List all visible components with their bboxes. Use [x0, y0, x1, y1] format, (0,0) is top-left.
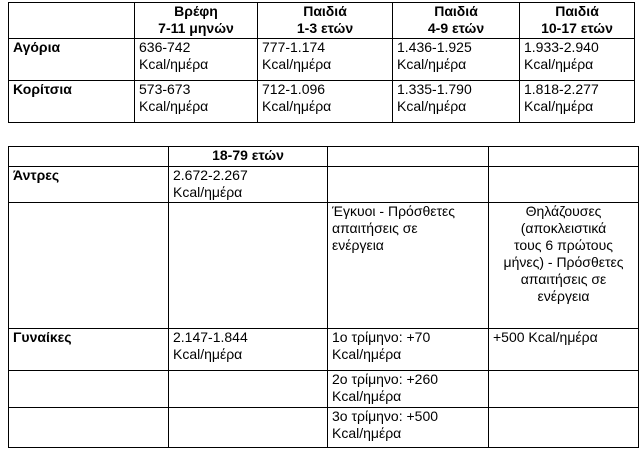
table-cell: 1.335-1.790 Kcal/ημέρα	[393, 81, 520, 123]
header-adults-18-79: 18-79 ετών	[169, 147, 328, 167]
table-cell	[328, 167, 489, 203]
women-energy-value: 2.147-1.844 Kcal/ημέρα	[169, 329, 328, 371]
table-cell: 712-1.096 Kcal/ημέρα	[258, 81, 393, 123]
row-label-women: Γυναίκες	[9, 329, 169, 371]
table-row	[9, 408, 639, 448]
men-energy-value: 2.672-2.267 Kcal/ημέρα	[169, 167, 328, 203]
table-cell	[489, 371, 639, 408]
header-infants: Βρέφη 7-11 μηνών	[135, 3, 258, 39]
energy-table-adults	[8, 146, 639, 448]
header-children-4-9: Παιδιά 4-9 ετών	[393, 3, 520, 39]
table-cell	[169, 408, 328, 448]
header-empty-cell	[328, 147, 489, 167]
table-cell: 1.818-2.277 Kcal/ημέρα	[520, 81, 635, 123]
table-cell	[489, 408, 639, 448]
row-label-boys: Αγόρια	[9, 39, 135, 81]
table-cell	[9, 371, 169, 408]
pregnant-header: Έγκυοι - Πρόσθετες απαιτήσεις σε ενέργεια	[328, 203, 489, 329]
lactating-header: Θηλάζουσες (αποκλειστικά τους 6 πρώτους μήνες) - Πρόσθετες απαιτήσεις σε ενέργεια	[489, 203, 639, 329]
lactating-value: +500 Kcal/ημέρα	[489, 329, 639, 371]
header-empty-cell	[489, 147, 639, 167]
table-cell: 636-742 Kcal/ημέρα	[135, 39, 258, 81]
table-cell	[169, 203, 328, 329]
table-cell	[9, 408, 169, 448]
table-cell: 1.933-2.940 Kcal/ημέρα	[520, 39, 635, 81]
row-label-girls: Κορίτσια	[9, 81, 135, 123]
table-row	[9, 329, 639, 371]
header-empty-cell	[9, 3, 135, 39]
table-row	[9, 81, 635, 123]
energy-table-children	[8, 2, 635, 123]
table-cell	[9, 203, 169, 329]
header-children-10-17: Παιδιά 10-17 ετών	[520, 3, 635, 39]
table-row	[9, 39, 635, 81]
table-row	[9, 203, 639, 329]
table-cell: 573-673 Kcal/ημέρα	[135, 81, 258, 123]
row-label-men: Άντρες	[9, 167, 169, 203]
trimester-1-value: 1ο τρίμηνο: +70 Kcal/ημέρα	[328, 329, 489, 371]
header-children-1-3: Παιδιά 1-3 ετών	[258, 3, 393, 39]
table-row	[9, 167, 639, 203]
table-cell	[169, 371, 328, 408]
table-cell: 1.436-1.925 Kcal/ημέρα	[393, 39, 520, 81]
trimester-2-value: 2ο τρίμηνο: +260 Kcal/ημέρα	[328, 371, 489, 408]
table-header-row	[9, 3, 635, 39]
trimester-3-value: 3ο τρίμηνο: +500 Kcal/ημέρα	[328, 408, 489, 448]
header-empty-cell	[9, 147, 169, 167]
table-cell	[489, 167, 639, 203]
table-header-row	[9, 147, 639, 167]
table-cell: 777-1.174 Kcal/ημέρα	[258, 39, 393, 81]
table-row	[9, 371, 639, 408]
